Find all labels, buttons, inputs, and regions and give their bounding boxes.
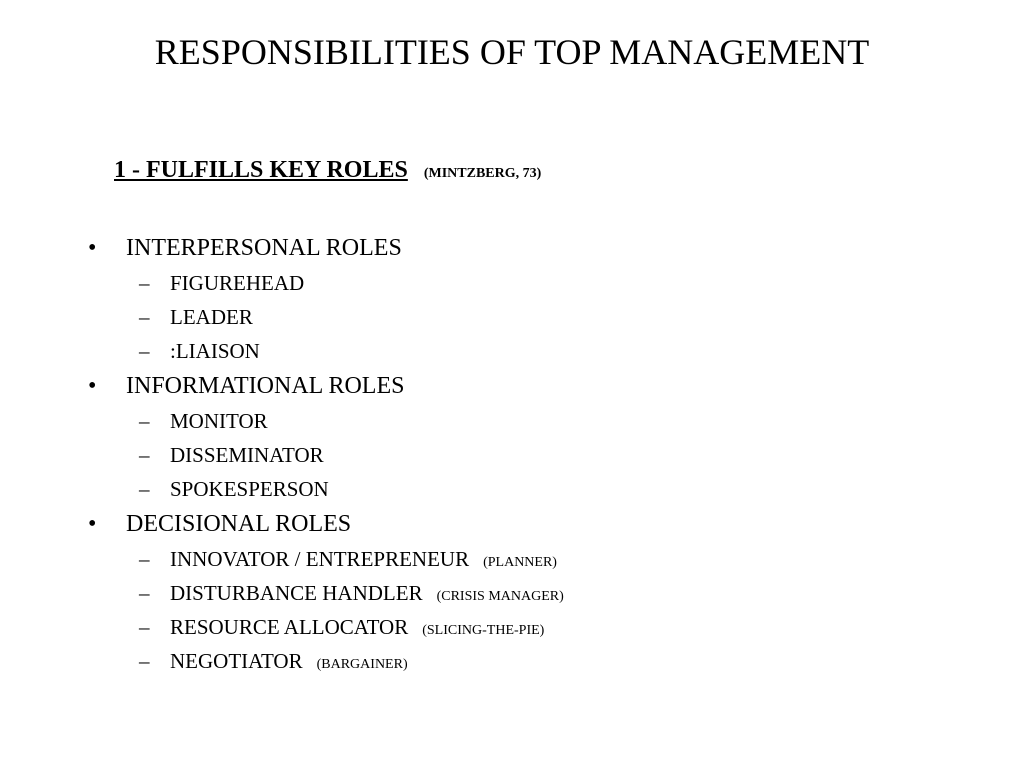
role-item-note: (CRISIS MANAGER) [436, 589, 564, 604]
role-group-heading [88, 230, 988, 266]
bullet-icon: • [88, 511, 97, 537]
section-source: (MINTZBERG, 73) [423, 166, 542, 181]
role-item-label: DISSEMINATOR [170, 443, 324, 467]
roles-outline [88, 230, 988, 678]
role-item [88, 472, 988, 506]
role-group-heading [88, 506, 988, 542]
role-item-label: NEGOTIATOR [170, 649, 303, 673]
dash-icon: – [139, 547, 150, 571]
role-group-label: INFORMATIONAL ROLES [126, 373, 405, 399]
dash-icon: – [139, 649, 150, 673]
section-header [114, 157, 541, 184]
role-item [88, 438, 988, 472]
role-item-label: DISTURBANCE HANDLER [170, 581, 423, 605]
role-item-note: (PLANNER) [483, 555, 557, 570]
dash-icon: – [139, 443, 150, 467]
role-item-label: RESOURCE ALLOCATOR [170, 615, 409, 639]
role-group-informational [88, 368, 988, 506]
role-item [88, 576, 988, 610]
section-heading: 1 - FULFILLS KEY ROLES [114, 157, 408, 183]
dash-icon: – [139, 305, 150, 329]
dash-icon: – [139, 615, 150, 639]
role-item [88, 610, 988, 644]
slide-title: RESPONSIBILITIES OF TOP MANAGEMENT [154, 32, 870, 72]
role-item-note: (SLICING-THE-PIE) [422, 623, 545, 638]
role-item [88, 644, 988, 678]
role-item-label: INNOVATOR / ENTREPRENEUR [170, 547, 470, 571]
role-item-label: SPOKESPERSON [170, 477, 329, 501]
dash-icon: – [139, 339, 150, 363]
dash-icon: – [139, 271, 150, 295]
role-item [88, 404, 988, 438]
bullet-icon: • [88, 373, 97, 399]
role-item [88, 300, 988, 334]
role-group-decisional [88, 506, 988, 678]
role-item-label: FIGUREHEAD [170, 271, 305, 295]
role-item [88, 266, 988, 300]
role-item-label: :LIAISON [170, 339, 260, 363]
role-item-label: MONITOR [170, 409, 268, 433]
role-group-label: DECISIONAL ROLES [126, 511, 352, 537]
bullet-icon: • [88, 235, 97, 261]
role-item [88, 334, 988, 368]
dash-icon: – [139, 581, 150, 605]
role-item [88, 542, 988, 576]
dash-icon: – [139, 409, 150, 433]
role-group-interpersonal [88, 230, 988, 368]
role-group-label: INTERPERSONAL ROLES [126, 235, 402, 261]
role-item-note: (BARGAINER) [316, 657, 408, 672]
role-group-heading [88, 368, 988, 404]
dash-icon: – [139, 477, 150, 501]
role-item-label: LEADER [170, 305, 253, 329]
